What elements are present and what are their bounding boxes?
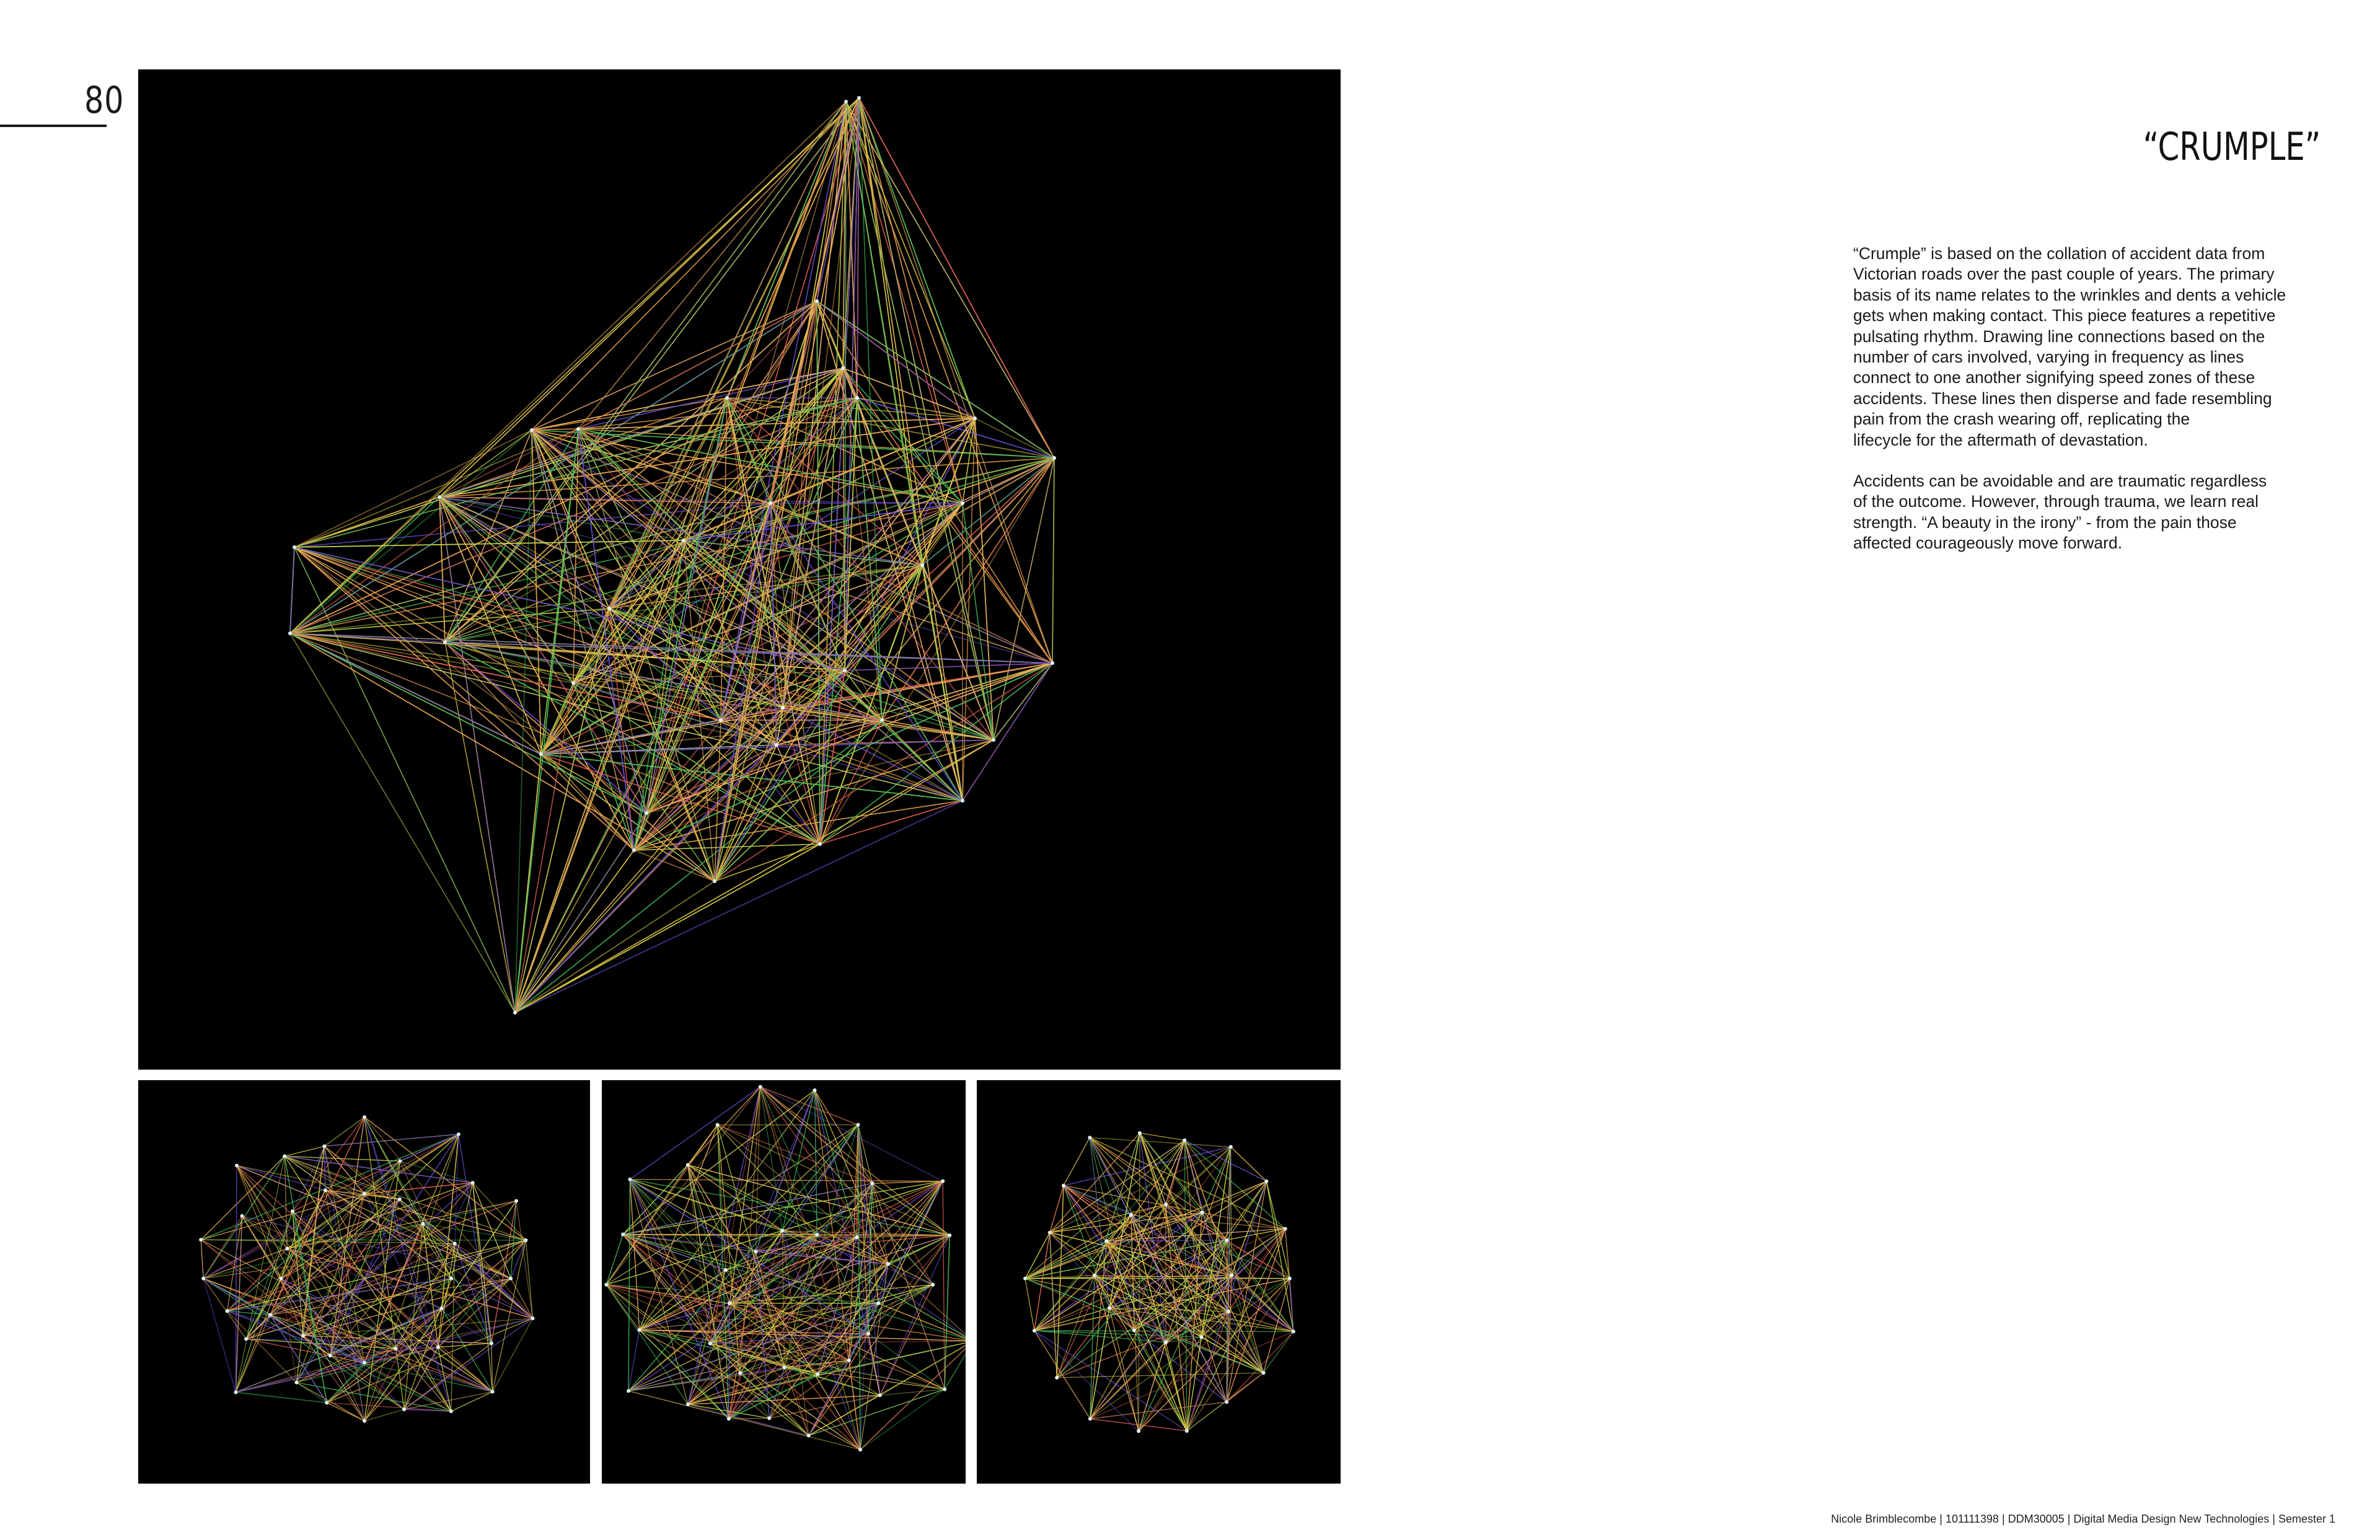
page-number: 80 — [84, 79, 125, 122]
description-paragraph: Accidents can be avoidable and are traumatic regardless of the outcome. However, through trauma, we learn real strength. “A beauty in the irony” - from the pain those affected courageously move forward. — [1853, 472, 2267, 553]
description-paragraph: “Crumple” is based on the collation of accident data from Victorian roads over the past couple of years. The primary basis of its name relates to the wrinkles and dents a vehicle gets when making contact. This piece features a repetitive pulsating rhythm. Drawing line connections based on the number of cars involved, varying in frequency as lines connect to one another signifying speed zones of these accidents. These lines then disperse and fade resembling pain from the crash wearing off, replicating the lifecycle for the aftermath of devastation. — [1853, 244, 2286, 449]
page-number-rule — [0, 125, 107, 127]
artwork-ring-network — [138, 1080, 590, 1484]
page-title: “CRUMPLE” — [2143, 124, 2320, 169]
description-text — [1853, 244, 2312, 574]
artwork-polygon-ring-network — [977, 1080, 1341, 1484]
footer-credits: Nicole Brimblecombe | 101111398 | DDM30005 | Digital Media Design New Technologies | Semester 1 — [1831, 1513, 2335, 1525]
network-lines — [1025, 1133, 1294, 1431]
artwork-square-network — [602, 1080, 966, 1484]
artwork-main-network — [138, 69, 1341, 1070]
network-lines — [290, 98, 1054, 1013]
network-lines — [606, 1087, 966, 1450]
network-lines — [201, 1117, 532, 1421]
network-nodes — [199, 1115, 534, 1423]
